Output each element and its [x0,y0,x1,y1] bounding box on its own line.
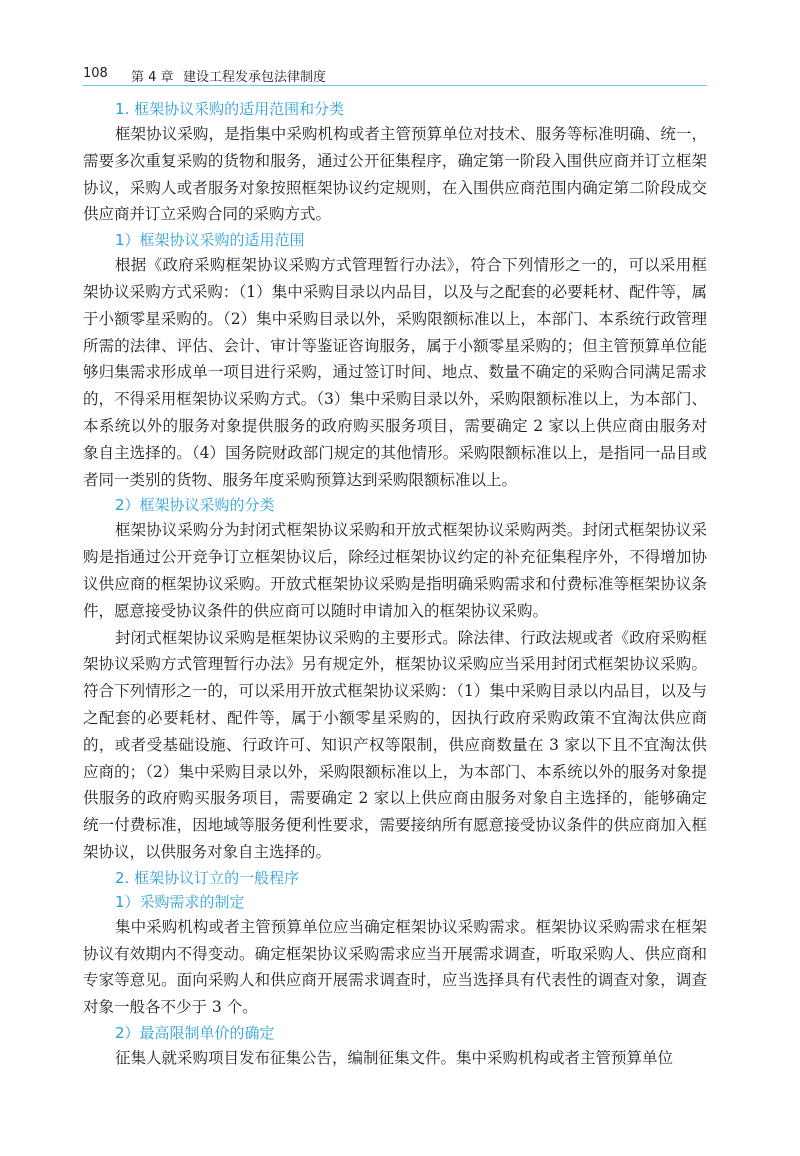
subsection-heading-types: 2）框架协议采购的分类 [115,496,275,515]
page-body [83,97,707,1072]
subsection-heading-max-unit-price: 2）最高限制单价的确定 [115,1023,275,1042]
paragraph-closed-framework: 封闭式框架协议采购是框架协议采购的主要形式。除法律、行政法规或者《政府采购框架协议采购方式管理暂行办法》另有规定外，框架协议采购应当采用封闭式框架协议采购。符合下列情形之一的，可以采用开放式框架协议采购：（1）集中采购目录以内品目，以及与之配套的必要耗材、配件等，属于小额零星采购的，因执行政府采购政策不宜淘汰供应商的，或者受基础设施、行政许可、知识产权等限制，供应商数量在 3 家以下且不宜淘汰供应商的；（2）集中采购目录以外，采购限额标准以上，为本部门、本系统以外的服务对象提供服务的政府购买服务项目，需要确定 2 家以上供应商由服务对象自主选择的，能够确定统一付费标准，因地域等服务便利性要求，需要接纳所有愿意接受协议条件的供应商加入框架协议，以供服务对象自主选择的。 [83,628,707,861]
subsection-heading-requirements: 1）采购需求的制定 [115,892,245,911]
chapter-title: 建设工程发承包法律制度 [183,70,327,85]
paragraph-max-unit-price: 征集人就采购项目发布征集公告，编制征集文件。集中采购机构或者主管预算单位 [115,1048,674,1067]
running-header [83,62,707,86]
header-rule [83,85,707,86]
paragraph-types: 框架协议采购分为封闭式框架协议采购和开放式框架协议采购两类。封闭式框架协议采购是指通过公开竞争订立框架协议后，除经过框架协议约定的补充征集程序外，不得增加协议供应商的框架协议采购。开放式框架协议采购是指明确采购需求和付费标准等框架协议条件，愿意接受协议条件的供应商可以随时申请加入的框架协议采购。 [83,521,707,620]
subsection-heading-scope: 1）框架协议采购的适用范围 [115,231,305,250]
paragraph-requirements: 集中采购机构或者主管预算单位应当确定框架协议采购需求。框架协议采购需求在框架协议有效期内不得变动。确定框架协议采购需求应当开展需求调查，听取采购人、供应商和专家等意见。面向采购人和供应商开展需求调查时，应当选择具有代表性的调查对象，调查对象一般各不少于 3 个。 [83,917,707,1017]
section-heading-scope-and-types: 1. 框架协议采购的适用范围和分类 [115,100,345,118]
chapter-label: 第 4 章 [131,70,174,85]
page-number: 108 [83,66,108,81]
paragraph-scope: 根据《政府采购框架协议采购方式管理暂行办法》，符合下列情形之一的，可以采用框架协议采购方式采购：（1）集中采购目录以内品目，以及与之配套的必要耗材、配件等，属于小额零星采购的。（2）集中采购目录以外，采购限额标准以上，本部门、本系统行政管理所需的法律、评估、会计、审计等鉴证咨询服务，属于小额零星采购的；但主管预算单位能够归集需求形成单一项目进行采购，通过签订时间、地点、数量不确定的采购合同满足需求的，不得采用框架协议采购方式。（3）集中采购目录以外，采购限额标准以上，为本部门、本系统以外的服务对象提供服务的政府购买服务项目，需要确定 2 家以上供应商由服务对象自主选择的。（4）国务院财政部门规定的其他情形。采购限额标准以上，是指同一品目或者同一类别的货物、服务年度采购预算达到采购限额标准以上。 [83,256,707,489]
paragraph-definition: 框架协议采购，是指集中采购机构或者主管预算单位对技术、服务等标准明确、统一，需要多次重复采购的货物和服务，通过公开征集程序，确定第一阶段入围供应商并订立框架协议，采购人或者服务对象按照框架协议约定规则，在入围供应商范围内确定第二阶段成交供应商并订立采购合同的采购方式。 [83,125,707,224]
section-heading-procedure: 2. 框架协议订立的一般程序 [115,868,300,887]
